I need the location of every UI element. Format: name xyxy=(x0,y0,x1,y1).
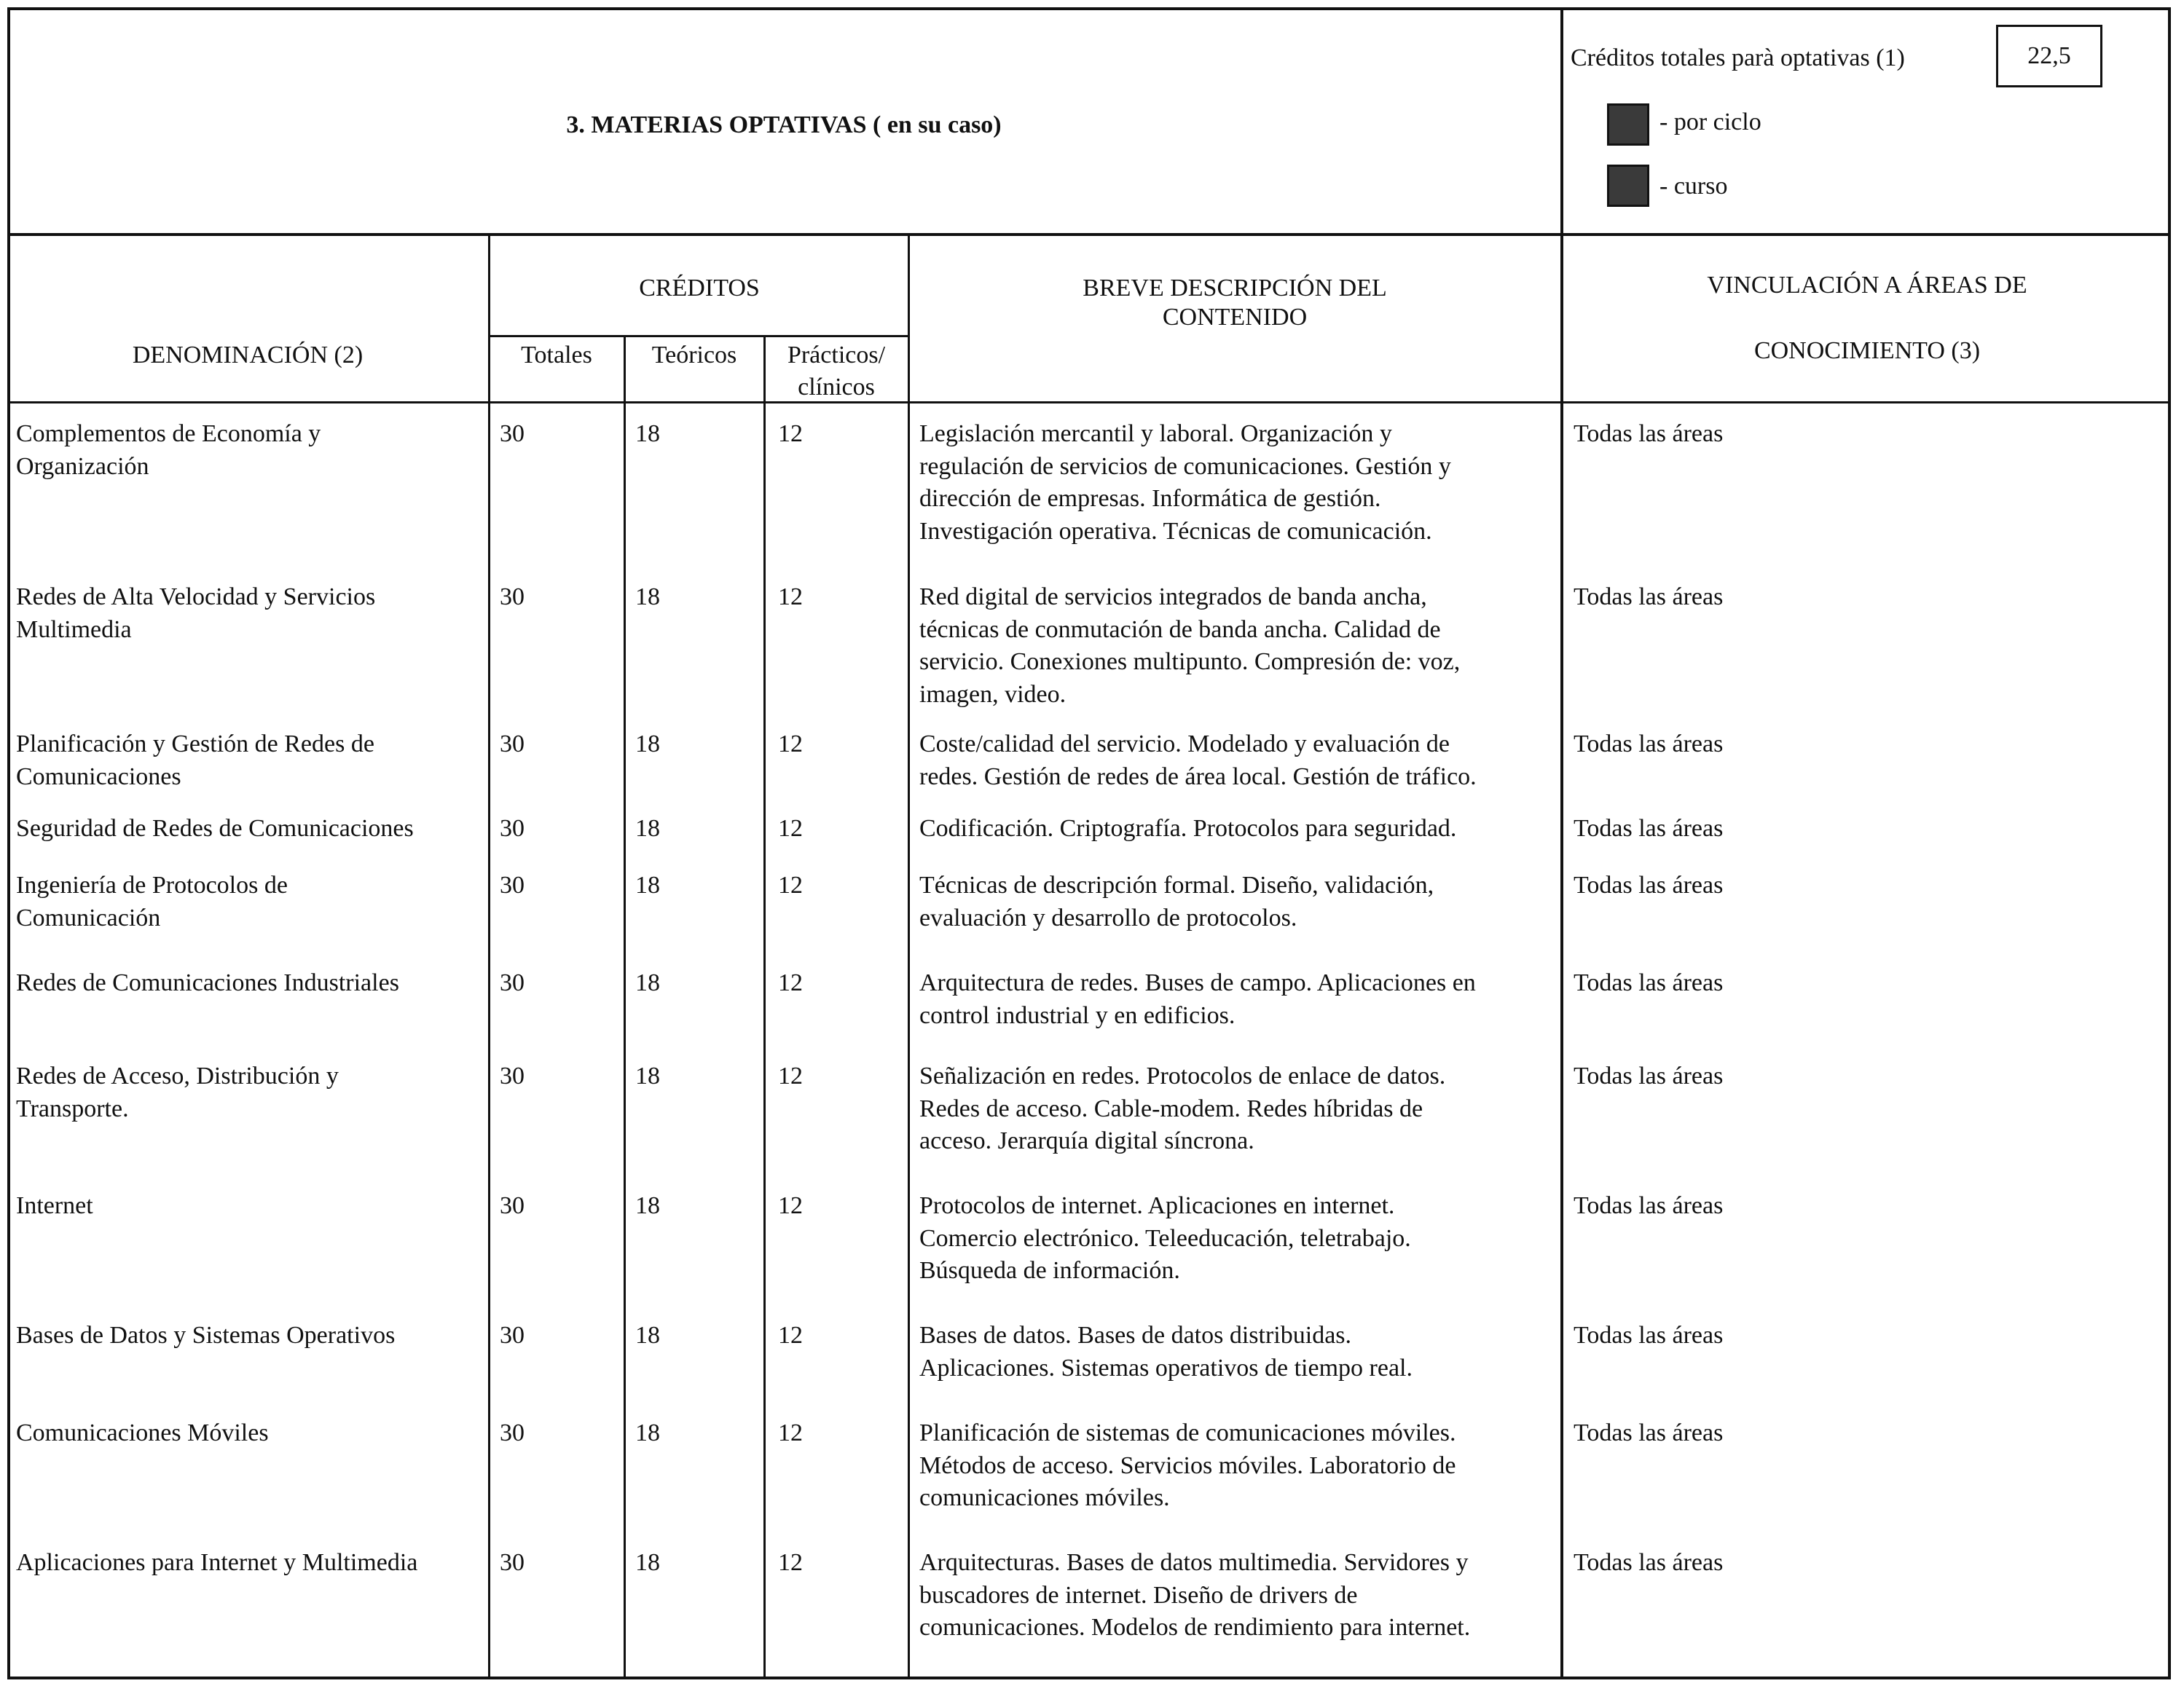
teoricos-cell xyxy=(635,1320,660,1352)
descripcion-cell-line: Legislación mercantil y laboral. Organización y xyxy=(919,420,1392,447)
descripcion-cell xyxy=(919,1060,1560,1158)
descripcion-cell-line: regulación de servicios de comunicaciones. Gestión y xyxy=(919,452,1451,480)
vinculacion-cell xyxy=(1574,813,1723,846)
vinculacion-cell-line: Todas las áreas xyxy=(1574,815,1724,842)
totales-cell-line: 30 xyxy=(500,1063,525,1090)
vinculacion-cell xyxy=(1574,1190,1723,1223)
descripcion-cell-line: servicio. Conexiones multipunto. Compresión de: voz, xyxy=(919,648,1461,675)
descripcion-cell-line: imagen, video. xyxy=(919,680,1067,708)
totales-cell xyxy=(500,1547,525,1580)
totales-cell-line: 30 xyxy=(500,815,525,842)
col-header-teoricos: Teóricos xyxy=(651,342,737,369)
teoricos-cell-line: 18 xyxy=(635,583,660,610)
descripcion-cell-line: Redes de acceso. Cable-modem. Redes híbridas de xyxy=(919,1095,1423,1122)
denominacion-cell xyxy=(16,581,475,646)
descripcion-cell xyxy=(919,1417,1560,1515)
curso-swatch xyxy=(1607,165,1649,207)
practicos-cell xyxy=(778,1060,803,1093)
practicos-cell xyxy=(778,1320,803,1352)
totales-cell-line: 30 xyxy=(500,420,525,447)
column-header-divider xyxy=(7,401,2171,403)
practicos-cell xyxy=(778,1417,803,1450)
descripcion-cell-line: evaluación y desarrollo de protocolos. xyxy=(919,904,1297,931)
totales-cell-line: 30 xyxy=(500,1192,525,1219)
totales-cell xyxy=(500,418,525,451)
practicos-cell-line: 12 xyxy=(778,1322,803,1349)
header-divider xyxy=(7,233,2171,236)
creditos-totales-value: 22,5 xyxy=(1996,25,2102,87)
denominacion-cell-line: Comunicaciones xyxy=(16,763,181,790)
descripcion-cell-line: Codificación. Criptografía. Protocolos para seguridad. xyxy=(919,815,1457,842)
denominacion-cell-line: Bases de Datos y Sistemas Operativos xyxy=(16,1322,396,1349)
totales-cell-line: 30 xyxy=(500,1419,525,1446)
descripcion-cell-line: Métodos de acceso. Servicios móviles. Laboratorio de xyxy=(919,1451,1456,1479)
denominacion-cell-line: Seguridad de Redes de Comunicaciones xyxy=(16,815,414,842)
vinculacion-cell-line: Todas las áreas xyxy=(1574,1419,1724,1446)
col-header-creditos: CRÉDITOS xyxy=(639,275,760,302)
vinculacion-cell-line: Todas las áreas xyxy=(1574,730,1724,757)
denominacion-cell-line: Planificación y Gestión de Redes de xyxy=(16,730,374,757)
practicos-cell xyxy=(778,418,803,451)
vinculacion-cell-line: Todas las áreas xyxy=(1574,969,1724,996)
totales-cell xyxy=(500,728,525,761)
totales-cell xyxy=(500,1320,525,1352)
vinculacion-cell-line: Todas las áreas xyxy=(1574,1322,1724,1349)
totales-cell xyxy=(500,1417,525,1450)
denominacion-cell xyxy=(16,967,475,1000)
denominacion-cell-line: Transporte. xyxy=(16,1095,129,1122)
totales-cell xyxy=(500,813,525,846)
denominacion-cell-line: Ingeniería de Protocolos de xyxy=(16,872,288,899)
descripcion-cell-line: Aplicaciones. Sistemas operativos de tiempo real. xyxy=(919,1354,1413,1382)
descripcion-cell-line: control industrial y en edificios. xyxy=(919,1001,1236,1029)
teoricos-cell-line: 18 xyxy=(635,420,660,447)
practicos-cell xyxy=(778,870,803,902)
descripcion-cell-line: Arquitecturas. Bases de datos multimedia. Servidores y xyxy=(919,1549,1469,1576)
totales-cell xyxy=(500,870,525,902)
denominacion-cell xyxy=(16,1320,475,1352)
teoricos-cell xyxy=(635,967,660,1000)
vinculacion-cell xyxy=(1574,728,1723,761)
denominacion-cell xyxy=(16,418,475,483)
descripcion-cell-line: técnicas de conmutación de banda ancha. Calidad de xyxy=(919,615,1441,643)
denominacion-cell-line: Internet xyxy=(16,1192,93,1219)
practicos-cell-line: 12 xyxy=(778,730,803,757)
vinculacion-cell-line: Todas las áreas xyxy=(1574,1063,1724,1090)
totales-cell-line: 30 xyxy=(500,1549,525,1576)
denominacion-cell-line: Multimedia xyxy=(16,615,132,643)
creditos-divider xyxy=(488,335,909,337)
descripcion-cell-line: Señalización en redes. Protocolos de enlace de datos. xyxy=(919,1063,1446,1090)
vinculacion-cell-line: Todas las áreas xyxy=(1574,583,1724,610)
teoricos-cell-line: 18 xyxy=(635,969,660,996)
col-header-descripcion-1: BREVE DESCRIPCIÓN DEL xyxy=(1083,275,1387,302)
descripcion-cell-line: Protocolos de internet. Aplicaciones en internet. xyxy=(919,1192,1395,1219)
vinculacion-cell-line: Todas las áreas xyxy=(1574,872,1724,899)
descripcion-cell-line: comunicaciones móviles. xyxy=(919,1484,1170,1511)
practicos-cell xyxy=(778,813,803,846)
practicos-cell-line: 12 xyxy=(778,583,803,610)
descripcion-cell-line: comunicaciones. Modelos de rendimiento para internet. xyxy=(919,1614,1471,1641)
col-header-denominacion: DENOMINACIÓN (2) xyxy=(132,342,364,369)
descripcion-cell-line: Comercio electrónico. Teleeducación, teletrabajo. xyxy=(919,1224,1411,1252)
teoricos-cell xyxy=(635,1190,660,1223)
denominacion-cell-line: Redes de Comunicaciones Industriales xyxy=(16,969,399,996)
descripcion-cell xyxy=(919,870,1560,934)
denominacion-cell xyxy=(16,728,475,793)
teoricos-cell xyxy=(635,1417,660,1450)
denominacion-cell xyxy=(16,1547,475,1580)
col-divider-teoricos xyxy=(763,335,766,1679)
descripcion-cell-line: Coste/calidad del servicio. Modelado y evaluación de xyxy=(919,730,1450,757)
totales-cell-line: 30 xyxy=(500,730,525,757)
vinculacion-cell-line: Todas las áreas xyxy=(1574,420,1724,447)
descripcion-cell-line: acceso. Jerarquía digital síncrona. xyxy=(919,1127,1254,1154)
descripcion-cell xyxy=(919,1547,1560,1644)
teoricos-cell-line: 18 xyxy=(635,1419,660,1446)
teoricos-cell-line: 18 xyxy=(635,730,660,757)
denominacion-cell-line: Complementos de Economía y xyxy=(16,420,321,447)
descripcion-cell-line: Planificación de sistemas de comunicaciones móviles. xyxy=(919,1419,1456,1446)
section-title: 3. MATERIAS OPTATIVAS ( en su caso) xyxy=(566,111,1002,138)
descripcion-cell xyxy=(919,813,1560,846)
descripcion-cell-line: Técnicas de descripción formal. Diseño, validación, xyxy=(919,872,1434,899)
descripcion-cell-line: redes. Gestión de redes de área local. Gestión de tráfico. xyxy=(919,763,1477,790)
col-header-totales: Totales xyxy=(521,342,592,369)
teoricos-cell xyxy=(635,813,660,846)
vinculacion-cell xyxy=(1574,1320,1723,1352)
totales-cell xyxy=(500,581,525,614)
teoricos-cell xyxy=(635,870,660,902)
creditos-totales-label: Créditos totales parà optativas (1) xyxy=(1571,44,1905,71)
totales-cell-line: 30 xyxy=(500,583,525,610)
totales-cell-line: 30 xyxy=(500,969,525,996)
practicos-cell xyxy=(778,728,803,761)
totales-cell xyxy=(500,967,525,1000)
teoricos-cell-line: 18 xyxy=(635,1192,660,1219)
totales-cell-line: 30 xyxy=(500,1322,525,1349)
totales-cell xyxy=(500,1190,525,1223)
totales-cell-line: 30 xyxy=(500,872,525,899)
header-right-divider xyxy=(1560,7,1563,1679)
teoricos-cell xyxy=(635,1547,660,1580)
practicos-cell-line: 12 xyxy=(778,420,803,447)
descripcion-cell xyxy=(919,1190,1560,1288)
descripcion-cell xyxy=(919,1320,1560,1384)
denominacion-cell xyxy=(16,1190,475,1223)
descripcion-cell-line: dirección de empresas. Informática de gestión. xyxy=(919,485,1381,512)
practicos-cell xyxy=(778,1190,803,1223)
teoricos-cell-line: 18 xyxy=(635,1549,660,1576)
col-divider-denominacion xyxy=(488,235,490,1679)
descripcion-cell-line: Búsqueda de información. xyxy=(919,1257,1180,1284)
vinculacion-cell xyxy=(1574,1417,1723,1450)
por-ciclo-label: - por ciclo xyxy=(1659,109,1761,135)
teoricos-cell-line: 18 xyxy=(635,1063,660,1090)
descripcion-cell xyxy=(919,967,1560,1032)
practicos-cell-line: 12 xyxy=(778,1549,803,1576)
col-divider-practicos xyxy=(908,235,910,1679)
practicos-cell-line: 12 xyxy=(778,969,803,996)
descripcion-cell-line: buscadores de internet. Diseño de drivers de xyxy=(919,1581,1358,1609)
descripcion-cell-line: Bases de datos. Bases de datos distribuidas. xyxy=(919,1322,1352,1349)
curso-label: - curso xyxy=(1659,173,1728,200)
teoricos-cell-line: 18 xyxy=(635,872,660,899)
vinculacion-cell xyxy=(1574,967,1723,1000)
col-header-descripcion-2: CONTENIDO xyxy=(1162,304,1308,331)
practicos-cell xyxy=(778,967,803,1000)
vinculacion-cell xyxy=(1574,581,1723,614)
col-divider-totales xyxy=(624,335,626,1679)
denominacion-cell-line: Organización xyxy=(16,452,149,480)
col-header-vinculacion-1: VINCULACIÓN A ÁREAS DE xyxy=(1707,272,2027,299)
denominacion-cell-line: Redes de Alta Velocidad y Servicios xyxy=(16,583,376,610)
vinculacion-cell xyxy=(1574,418,1723,451)
vinculacion-cell xyxy=(1574,1547,1723,1580)
practicos-cell-line: 12 xyxy=(778,1192,803,1219)
denominacion-cell xyxy=(16,813,475,846)
teoricos-cell xyxy=(635,418,660,451)
teoricos-cell-line: 18 xyxy=(635,815,660,842)
descripcion-cell xyxy=(919,728,1560,793)
practicos-cell-line: 12 xyxy=(778,1063,803,1090)
vinculacion-cell-line: Todas las áreas xyxy=(1574,1192,1724,1219)
descripcion-cell-line: Investigación operativa. Técnicas de comunicación. xyxy=(919,517,1432,545)
vinculacion-cell xyxy=(1574,870,1723,902)
practicos-cell xyxy=(778,1547,803,1580)
practicos-cell-line: 12 xyxy=(778,815,803,842)
denominacion-cell xyxy=(16,1417,475,1450)
col-header-practicos-1: Prácticos/ xyxy=(787,342,886,369)
denominacion-cell-line: Comunicaciones Móviles xyxy=(16,1419,269,1446)
totales-cell xyxy=(500,1060,525,1093)
descripcion-cell xyxy=(919,581,1560,711)
denominacion-cell-line: Aplicaciones para Internet y Multimedia xyxy=(16,1549,418,1576)
vinculacion-cell xyxy=(1574,1060,1723,1093)
descripcion-cell-line: Red digital de servicios integrados de banda ancha, xyxy=(919,583,1427,610)
denominacion-cell-line: Comunicación xyxy=(16,904,161,931)
por-ciclo-swatch xyxy=(1607,103,1649,146)
teoricos-cell xyxy=(635,728,660,761)
practicos-cell-line: 12 xyxy=(778,872,803,899)
col-header-practicos-2: clínicos xyxy=(798,374,875,401)
descripcion-cell xyxy=(919,418,1560,548)
descripcion-cell-line: Arquitectura de redes. Buses de campo. Aplicaciones en xyxy=(919,969,1476,996)
teoricos-cell xyxy=(635,581,660,614)
denominacion-cell xyxy=(16,870,475,934)
teoricos-cell xyxy=(635,1060,660,1093)
denominacion-cell xyxy=(16,1060,475,1125)
denominacion-cell-line: Redes de Acceso, Distribución y xyxy=(16,1063,339,1090)
col-header-vinculacion-2: CONOCIMIENTO (3) xyxy=(1753,337,1981,364)
teoricos-cell-line: 18 xyxy=(635,1322,660,1349)
practicos-cell xyxy=(778,581,803,614)
vinculacion-cell-line: Todas las áreas xyxy=(1574,1549,1724,1576)
practicos-cell-line: 12 xyxy=(778,1419,803,1446)
